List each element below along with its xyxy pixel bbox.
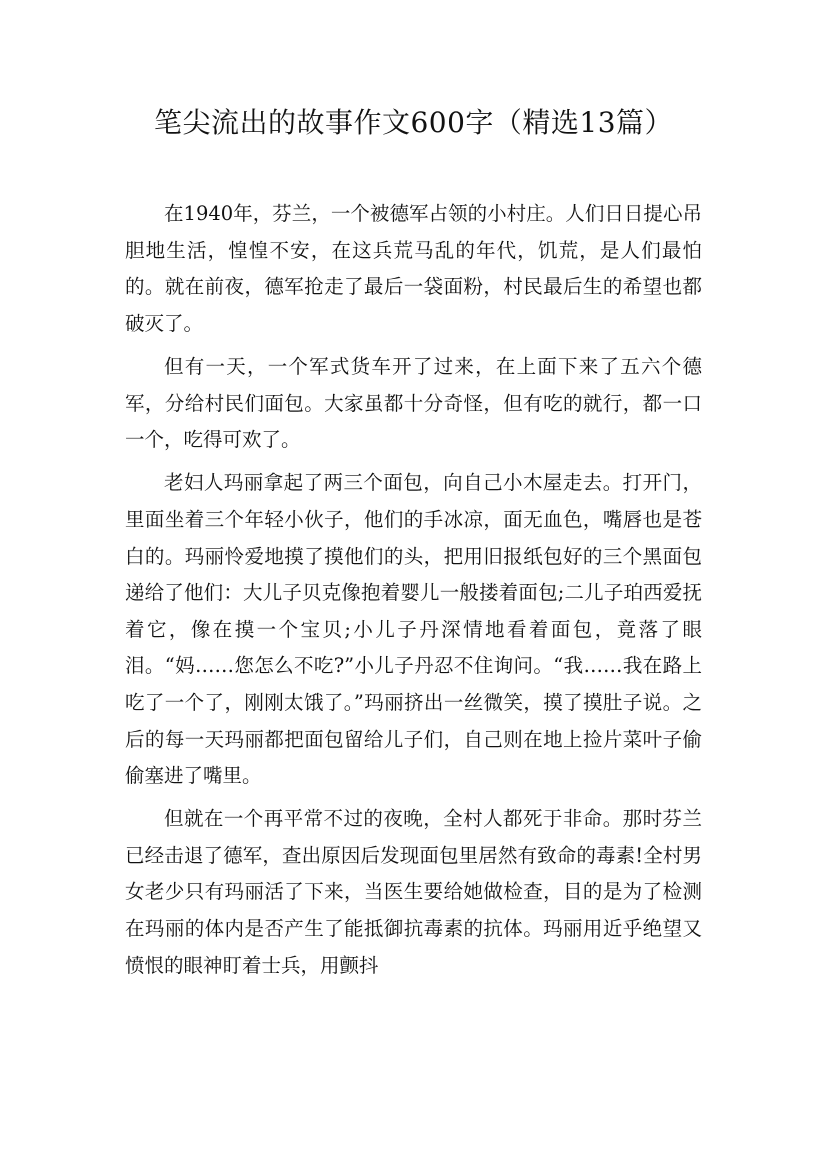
document-body: [125, 196, 702, 991]
paragraph: 老妇人玛丽拿起了两三个面包，向自己小木屋走去。打开门，里面坐着三个年轻小伙子，他们的手冰凉，面无血色，嘴唇也是苍白的。玛丽怜爱地摸了摸他们的头，把用旧报纸包好的三个黑面包递给了他们：大儿子贝克像抱着婴儿一般搂着面包;二儿子珀西爱抚着它，像在摸一个宝贝;小儿子丹深情地看着面包，竟落了眼泪。“妈……您怎么不吃?”小儿子丹忍不住询问。“我……我在路上吃了一个了，刚刚太饿了。”玛丽挤出一丝微笑，摸了摸肚子说。之后的每一天玛丽都把面包留给儿子们，自己则在地上捡片菜叶子偷偷塞进了嘴里。: [125, 471, 702, 788]
document-title: 笔尖流出的故事作文600字（精选13篇）: [153, 106, 674, 139]
paragraph: 但就在一个再平常不过的夜晚，全村人都死于非命。那时芬兰已经击退了德军，查出原因后发现面包里居然有致命的毒素!全村男女老少只有玛丽活了下来，当医生要给她做检查，目的是为了检测在玛丽的体内是否产生了能抵御抗毒素的抗体。玛丽用近乎绝望又愤恨的眼神盯着士兵，用颤抖: [125, 807, 702, 977]
paragraph: 在1940年，芬兰，一个被德军占领的小村庄。人们日日提心吊胆地生活，惶惶不安，在这兵荒马乱的年代，饥荒，是人们最怕的。就在前夜，德军抢走了最后一袋面粉，村民最后生的希望也都破灭了。: [125, 202, 702, 335]
paragraph: 但有一天，一个军式货车开了过来，在上面下来了五六个德军，分给村民们面包。大家虽都十分奇怪，但有吃的就行，都一口一个，吃得可欢了。: [125, 354, 702, 452]
